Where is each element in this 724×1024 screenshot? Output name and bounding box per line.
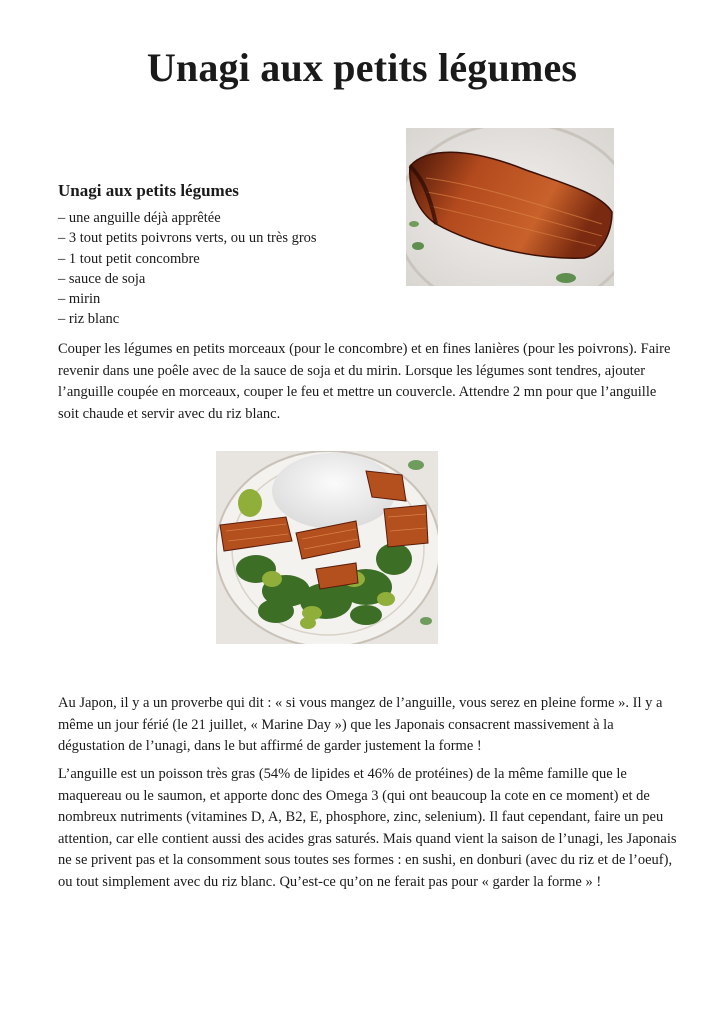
ingredient-item: – mirin <box>58 291 101 308</box>
grilled-eel-photo <box>406 128 614 286</box>
ingredient-item: – 1 tout petit concombre <box>58 250 200 267</box>
page-title: Unagi aux petits légumes <box>146 45 578 90</box>
recipe-heading: Unagi aux petits légumes <box>58 181 239 200</box>
proverb-paragraph: Au Japon, il y a un proverbe qui dit : « si vous mangez de l’anguille, vous serez en pleine forme ». Il y a même un jour férié (le 21 juillet, « Marine Day ») que les Japonais consacrent massivement à la dégustation de l’unagi, dans le but affirmé de garder justement la forme ! <box>58 695 663 754</box>
ingredient-item: – 3 tout petits poivrons verts, ou un très gros <box>58 230 317 247</box>
nutrition-paragraph: L’anguille est un poisson très gras (54% de lipides et 46% de protéines) de la même famille que le maquereau ou le saumon, et apporte donc des Omega 3 (qui ont beaucoup la cote en ce moment) et de nombreux nutriments (vitamines D, A, B2, E, phosphore, zinc, selenium). Il faut cependant, faire un peu attention, car elle contient aussi des acides gras saturés. Mais quand vient la saison de l’unagi, les Japonais ne se privent pas et la consomment sous toutes ses formes : en sushi, en donburi (avec du riz et de l’oeuf), ou tout simplement avec du riz blanc. Qu’est-ce qu’on ne ferait pas pour « garder la forme » ! <box>58 766 677 890</box>
ingredient-list <box>58 208 317 330</box>
preparation-paragraph: Couper les légumes en petits morceaux (pour le concombre) et en fines lanières (pour les poivrons). Faire revenir dans une poêle avec de la sauce de soja et du mirin. Lorsque les légumes sont tendres, ajouter l’anguille coupée en morceaux, couper le feu et mettre un couvercle. Attendre 2 mn pour que l’anguille soit chaude et servir avec du riz blanc. <box>58 341 671 422</box>
ingredient-item: – une anguille déjà apprêtée <box>58 210 221 226</box>
eel-vegetable-dish-photo <box>216 451 438 644</box>
ingredient-item: – riz blanc <box>58 311 120 328</box>
ingredient-item: – sauce de soja <box>58 270 146 287</box>
